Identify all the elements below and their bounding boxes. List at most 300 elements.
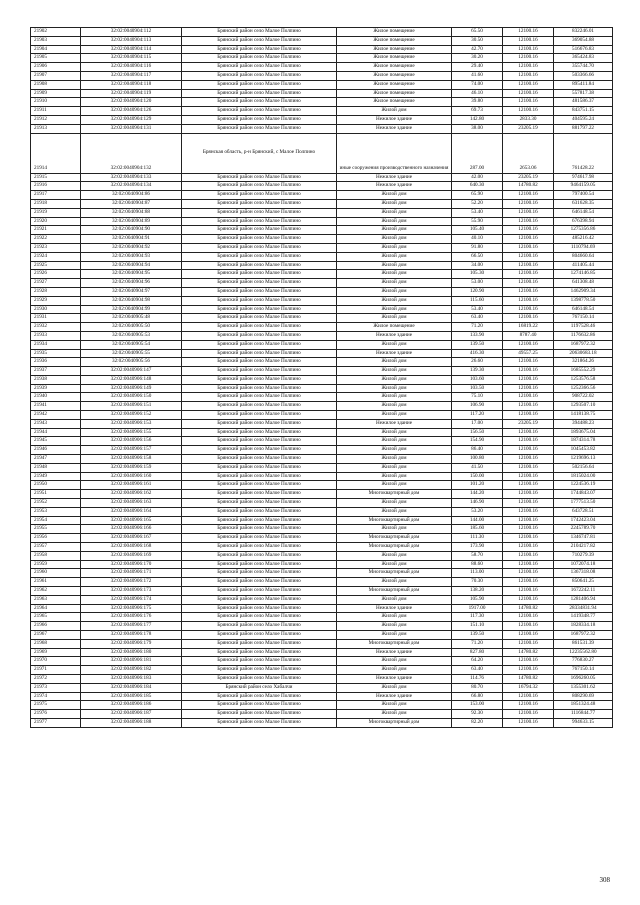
cadastral-number-cell: 32:02:0040904:112 [81,28,182,37]
area-cell: 139.50 [452,631,503,640]
object-type-cell: Жилой дом [337,252,452,261]
table-row [31,587,613,596]
row-index-cell: 21942 [31,411,81,420]
row-index-cell: 21950 [31,481,81,490]
address-cell: Брянский район село Малое Полпино [182,358,337,367]
object-type-cell: Нежилое здание [337,419,452,428]
table-row [31,692,613,701]
address-cell: Брянский район село Хабалчи [182,683,337,692]
row-index-cell: 21914 [31,133,81,173]
area-cell: 117.30 [452,613,503,622]
table-row [31,270,613,279]
table-row [31,349,613,358]
table-row [31,340,613,349]
object-type-cell: Жилой дом [337,279,452,288]
table-row [31,358,613,367]
table-row [31,305,613,314]
cadastral-number-cell: 32:02:0040906:170 [81,560,182,569]
area-cell: 40.10 [452,235,503,244]
area-cell: 71.20 [452,639,503,648]
cadastral-value-cell: 1045453.82 [554,446,613,455]
area-cell: 29.40 [452,63,503,72]
cadastral-number-cell: 32:02:0040906:175 [81,604,182,613]
cadastral-number-cell: 32:02:0040906:178 [81,631,182,640]
area-cell: 65.50 [452,28,503,37]
specific-value-cell: 12100.16 [503,551,554,560]
row-index-cell: 21907 [31,71,81,80]
table-row [31,525,613,534]
row-index-cell: 21944 [31,428,81,437]
object-type-cell: Жилой дом [337,243,452,252]
area-cell: 139.30 [452,367,503,376]
table-row [31,455,613,464]
cadastral-number-cell: 32:02:0040906:159 [81,463,182,472]
object-type-cell: Жилой дом [337,595,452,604]
object-type-cell: Жилой дом [337,428,452,437]
row-index-cell: 21917 [31,191,81,200]
area-cell: 64.20 [452,657,503,666]
address-cell: Брянский район село Малое Полпино [182,639,337,648]
cadastral-value-cell: 1874314.78 [554,437,613,446]
row-index-cell: 21972 [31,674,81,683]
cadastral-value-cell: 776830.27 [554,657,613,666]
specific-value-cell: 12100.16 [503,270,554,279]
area-cell: 120.90 [452,287,503,296]
cadastral-value-cell: 994633.15 [554,718,613,727]
area-cell: 55.90 [452,217,503,226]
registry-page [30,27,612,728]
row-index-cell: 21951 [31,490,81,499]
area-cell: 156.50 [452,428,503,437]
object-type-cell: Жилой дом [337,551,452,560]
cadastral-number-cell: 32:02:0040904:129 [81,115,182,124]
area-cell: 1917.00 [452,604,503,613]
area-cell: 63.40 [452,666,503,675]
table-row [31,71,613,80]
row-index-cell: 21963 [31,595,81,604]
cadastral-value-cell: 1367318.08 [554,569,613,578]
object-type-cell: Жилой дом [337,393,452,402]
address-cell: Брянский район село Малое Полпино [182,631,337,640]
cadastral-value-cell: 557817.38 [554,89,613,98]
table-row [31,683,613,692]
cadastral-number-cell: 32:02:0040906:187 [81,710,182,719]
cadastral-number-cell: 32:02:0040904:131 [81,124,182,133]
table-row [31,133,613,173]
cadastral-number-cell: 32:02:0040904:91 [81,235,182,244]
object-type-cell: Жилой дом [337,437,452,446]
row-index-cell: 21915 [31,173,81,182]
row-index-cell: 21904 [31,45,81,54]
cadastral-value-cell: 797400.54 [554,191,613,200]
row-index-cell: 21938 [31,375,81,384]
address-cell: Брянский район село Малое Полпино [182,182,337,191]
cadastral-value-cell: 2245789.70 [554,525,613,534]
table-row [31,235,613,244]
area-cell: 38.00 [452,124,503,133]
specific-value-cell: 12100.16 [503,622,554,631]
row-index-cell: 21941 [31,402,81,411]
address-cell: Брянский район село Малое Полпино [182,393,337,402]
area-cell: 53.00 [452,279,503,288]
cadastral-value-cell: 643728.51 [554,507,613,516]
specific-value-cell: 12100.16 [503,226,554,235]
specific-value-cell: 12100.16 [503,578,554,587]
specific-value-cell: 14780.82 [503,648,554,657]
address-cell: Брянский район село Малое Полпино [182,402,337,411]
registry-table-body [31,28,613,728]
row-index-cell: 21919 [31,208,81,217]
row-index-cell: 21905 [31,54,81,63]
cadastral-value-cell: 369054.88 [554,36,613,45]
address-cell: Брянский район село Малое Полпино [182,499,337,508]
area-cell: 91.80 [452,243,503,252]
address-cell: Брянский район село Малое Полпино [182,419,337,428]
row-index-cell: 21918 [31,199,81,208]
area-cell: 416.30 [452,349,503,358]
area-cell: 115.60 [452,296,503,305]
address-cell: Брянский район село Малое Полпино [182,349,337,358]
cadastral-number-cell: 32:02:0040906:157 [81,446,182,455]
row-index-cell: 21955 [31,525,81,534]
table-row [31,507,613,516]
cadastral-number-cell: 32:02:0040906:147 [81,367,182,376]
cadastral-number-cell: 32:02:0040906:179 [81,639,182,648]
specific-value-cell: 12100.16 [503,411,554,420]
table-row [31,446,613,455]
table-row [31,578,613,587]
area-cell: 17.00 [452,419,503,428]
cadastral-number-cell: 32:02:0040906:182 [81,666,182,675]
cadastral-number-cell: 32:02:0040904:116 [81,63,182,72]
cadastral-number-cell: 32:02:0040906:177 [81,622,182,631]
row-index-cell: 21906 [31,63,81,72]
table-row [31,411,613,420]
table-row [31,45,613,54]
object-type-cell: Жилой дом [337,622,452,631]
area-cell: 101.20 [452,481,503,490]
object-type-cell: Жилое помещение [337,54,452,63]
address-cell: Брянский район село Малое Полпино [182,692,337,701]
object-type-cell: Жилой дом [337,411,452,420]
specific-value-cell: 12100.16 [503,560,554,569]
cadastral-number-cell: 32:02:0040906:152 [81,411,182,420]
table-row [31,613,613,622]
table-row [31,604,613,613]
specific-value-cell: 12100.16 [503,639,554,648]
cadastral-value-cell: 1687972.32 [554,631,613,640]
area-cell: 151.10 [452,622,503,631]
object-type-cell: Жилое помещение [337,98,452,107]
area-cell: 113.00 [452,569,503,578]
area-cell: 144.00 [452,516,503,525]
table-row [31,384,613,393]
row-index-cell: 21939 [31,384,81,393]
table-row [31,28,613,37]
cadastral-value-cell: 1742423.04 [554,516,613,525]
object-type-cell: Жилой дом [337,340,452,349]
specific-value-cell: 16794.32 [503,683,554,692]
address-cell: Брянский район село Малое Полпино [182,578,337,587]
row-index-cell: 21932 [31,323,81,332]
object-type-cell: Жилой дом [337,208,452,217]
cadastral-number-cell: 32:02:0040906:180 [81,648,182,657]
area-cell: 105.40 [452,226,503,235]
cadastral-value-cell: 1346747.81 [554,534,613,543]
table-row [31,419,613,428]
row-index-cell: 21971 [31,666,81,675]
cadastral-value-cell: 411405.44 [554,261,613,270]
table-row [31,80,613,89]
cadastral-value-cell: 485216.42 [554,235,613,244]
table-row [31,199,613,208]
address-cell: Брянский район село Малое Полпино [182,208,337,217]
specific-value-cell: 12100.16 [503,393,554,402]
object-type-cell: Жилой дом [337,710,452,719]
cadastral-value-cell: 808290.69 [554,692,613,701]
cadastral-value-cell: 1418138.75 [554,411,613,420]
cadastral-number-cell: 32:02:0040906:164 [81,507,182,516]
table-row [31,208,613,217]
row-index-cell: 21964 [31,604,81,613]
cadastral-number-cell: 32:02:0040905:56 [81,358,182,367]
object-type-cell: Жилой дом [337,314,452,323]
cadastral-value-cell: 974617.98 [554,173,613,182]
area-cell: 42.00 [452,173,503,182]
table-row [31,543,613,552]
area-cell: 173.90 [452,543,503,552]
cadastral-value-cell: 1687972.32 [554,340,613,349]
table-row [31,261,613,270]
cadastral-value-cell: 1275356.86 [554,226,613,235]
object-type-cell: Жилой дом [337,305,452,314]
table-row [31,701,613,710]
cadastral-number-cell: 32:02:0040906:155 [81,428,182,437]
cadastral-number-cell: 32:02:0040904:89 [81,217,182,226]
cadastral-value-cell: 1777513.50 [554,499,613,508]
address-cell: Брянский район село Малое Полпино [182,71,337,80]
object-type-cell: Многоквартирный дом [337,490,452,499]
specific-value-cell: 23205.19 [503,419,554,428]
specific-value-cell: 12100.16 [503,80,554,89]
table-row [31,516,613,525]
object-type-cell: Жилой дом [337,666,452,675]
address-cell: Брянский район село Малое Полпино [182,375,337,384]
cadastral-number-cell: 32:02:0040906:176 [81,613,182,622]
address-cell: Брянский район село Малое Полпино [182,340,337,349]
cadastral-number-cell: 32:02:0040906:148 [81,375,182,384]
table-row [31,481,613,490]
cadastral-value-cell: 1252366.56 [554,384,613,393]
specific-value-cell: 12100.16 [503,375,554,384]
row-index-cell: 21976 [31,710,81,719]
specific-value-cell: 12100.16 [503,595,554,604]
table-row [31,252,613,261]
cadastral-number-cell: 32:02:0040906:174 [81,595,182,604]
object-type-cell: Жилой дом [337,402,452,411]
object-type-cell: Жилое помещение [337,63,452,72]
cadastral-value-cell: 394488.23 [554,419,613,428]
specific-value-cell: 12100.16 [503,235,554,244]
cadastral-number-cell: 32:02:0040906:166 [81,525,182,534]
specific-value-cell: 12100.16 [503,296,554,305]
cadastral-number-cell: 32:02:0040906:153 [81,419,182,428]
table-row [31,63,613,72]
cadastral-value-cell: 1419348.77 [554,613,613,622]
page-number: 308 [599,876,610,884]
specific-value-cell: 12100.16 [503,191,554,200]
object-type-cell: Многоквартирный дом [337,569,452,578]
row-index-cell: 21931 [31,314,81,323]
cadastral-value-cell: 908722.02 [554,393,613,402]
address-cell: Брянский район село Малое Полпино [182,595,337,604]
cadastral-value-cell: 321864.26 [554,358,613,367]
object-type-cell: Многоквартирный дом [337,639,452,648]
cadastral-value-cell: 1281406.94 [554,595,613,604]
object-type-cell: Нежилое здание [337,692,452,701]
object-type-cell: Жилой дом [337,578,452,587]
row-index-cell: 21958 [31,551,81,560]
object-type-cell: Жилой дом [337,463,452,472]
address-cell: Брянский район село Малое Полпино [182,490,337,499]
cadastral-value-cell: 1672242.11 [554,587,613,596]
table-row [31,551,613,560]
address-cell: Брянский район село Малое Полпино [182,569,337,578]
area-cell: 52.20 [452,199,503,208]
cadastral-value-cell: 503366.66 [554,71,613,80]
area-cell: 86.40 [452,446,503,455]
object-type-cell: Нежилое здание [337,124,452,133]
address-cell: Брянский район село Малое Полпино [182,472,337,481]
table-row [31,287,613,296]
table-row [31,718,613,727]
object-type-cell: Жилой дом [337,472,452,481]
table-row [31,428,613,437]
row-index-cell: 21952 [31,499,81,508]
cadastral-value-cell: 1893675.04 [554,428,613,437]
address-cell: Брянский район село Малое Полпино [182,243,337,252]
row-index-cell: 21962 [31,587,81,596]
specific-value-cell: 12100.16 [503,499,554,508]
address-cell: Брянский район село Малое Полпино [182,463,337,472]
specific-value-cell: 12100.16 [503,613,554,622]
address-cell: Брянский район село Малое Полпино [182,323,337,332]
specific-value-cell: 16819.22 [503,323,554,332]
cadastral-value-cell: 676398.94 [554,217,613,226]
area-cell: 153.00 [452,701,503,710]
cadastral-value-cell: 861531.39 [554,639,613,648]
cadastral-number-cell: 32:02:0040906:181 [81,657,182,666]
row-index-cell: 21927 [31,279,81,288]
table-row [31,279,613,288]
table-row [31,314,613,323]
specific-value-cell: 12100.16 [503,402,554,411]
specific-value-cell: 8787.40 [503,331,554,340]
address-cell: Брянский район село Малое Полпино [182,107,337,116]
specific-value-cell: 14780.82 [503,182,554,191]
cadastral-number-cell: 32:02:0040906:168 [81,543,182,552]
address-cell: Брянский район село Малое Полпино [182,507,337,516]
address-cell: Брянский район село Малое Полпино [182,279,337,288]
row-index-cell: 21974 [31,692,81,701]
object-type-cell: Многоквартирный дом [337,587,452,596]
object-type-cell: Многоквартирный дом [337,543,452,552]
row-index-cell: 21968 [31,639,81,648]
specific-value-cell: 12100.16 [503,358,554,367]
area-cell: 58.70 [452,551,503,560]
row-index-cell: 21959 [31,560,81,569]
row-index-cell: 21948 [31,463,81,472]
specific-value-cell: 12100.16 [503,631,554,640]
area-cell: 139.50 [452,340,503,349]
address-cell: Брянский район село Малое Полпино [182,411,337,420]
cadastral-value-cell: 1355301.62 [554,683,613,692]
row-index-cell: 21945 [31,437,81,446]
object-type-cell: Жилой дом [337,296,452,305]
cadastral-value-cell: 1072074.18 [554,560,613,569]
cadastral-number-cell: 32:02:0040906:161 [81,481,182,490]
row-index-cell: 21967 [31,631,81,640]
address-cell: Брянский район село Малое Полпино [182,305,337,314]
area-cell: 144.20 [452,490,503,499]
cadastral-value-cell: 1253576.58 [554,375,613,384]
specific-value-cell: 12100.16 [503,261,554,270]
address-cell: Брянский район село Малое Полпино [182,437,337,446]
cadastral-number-cell: 32:02:0040904:119 [81,89,182,98]
cadastral-number-cell: 32:02:0040905:55 [81,349,182,358]
cadastral-number-cell: 32:02:0040906:184 [81,683,182,692]
specific-value-cell: 12100.16 [503,367,554,376]
table-row [31,622,613,631]
table-row [31,666,613,675]
address-cell: Брянский район село Малое Полпино [182,287,337,296]
address-cell: Брянский район село Малое Полпино [182,587,337,596]
cadastral-value-cell: 9464159.05 [554,182,613,191]
row-index-cell: 21947 [31,455,81,464]
cadastral-number-cell: 32:02:0040906:185 [81,692,182,701]
area-cell: 80.70 [452,683,503,692]
cadastral-number-cell: 32:02:0040904:97 [81,287,182,296]
cadastral-value-cell: 850641.25 [554,578,613,587]
specific-value-cell: 12100.16 [503,287,554,296]
object-type-cell: Жилой дом [337,199,452,208]
address-cell: Брянский район село Малое Полпино [182,718,337,727]
cadastral-value-cell: 710279.39 [554,551,613,560]
cadastral-number-cell: 32:02:0040906:183 [81,674,182,683]
cadastral-value-cell: 502156.64 [554,463,613,472]
table-row [31,648,613,657]
object-type-cell: Жилой дом [337,499,452,508]
table-row [31,323,613,332]
cadastral-number-cell: 32:02:0040906:149 [81,384,182,393]
address-cell: Брянский район село Малое Полпино [182,622,337,631]
table-row [31,243,613,252]
area-cell: 66.80 [452,692,503,701]
cadastral-value-cell: 843751.15 [554,107,613,116]
row-index-cell: 21954 [31,516,81,525]
cadastral-value-cell: 404595.24 [554,115,613,124]
cadastral-number-cell: 32:02:0040905:54 [81,340,182,349]
specific-value-cell: 12100.16 [503,569,554,578]
cadastral-number-cell: 32:02:0040906:162 [81,490,182,499]
row-index-cell: 21928 [31,287,81,296]
object-type-cell: Жилой дом [337,560,452,569]
address-cell: Брянский район село Малое Полпино [182,89,337,98]
row-index-cell: 21961 [31,578,81,587]
object-type-cell: Нежилое здание [337,182,452,191]
object-type-cell: Нежилое здание [337,604,452,613]
specific-value-cell: 12100.16 [503,384,554,393]
